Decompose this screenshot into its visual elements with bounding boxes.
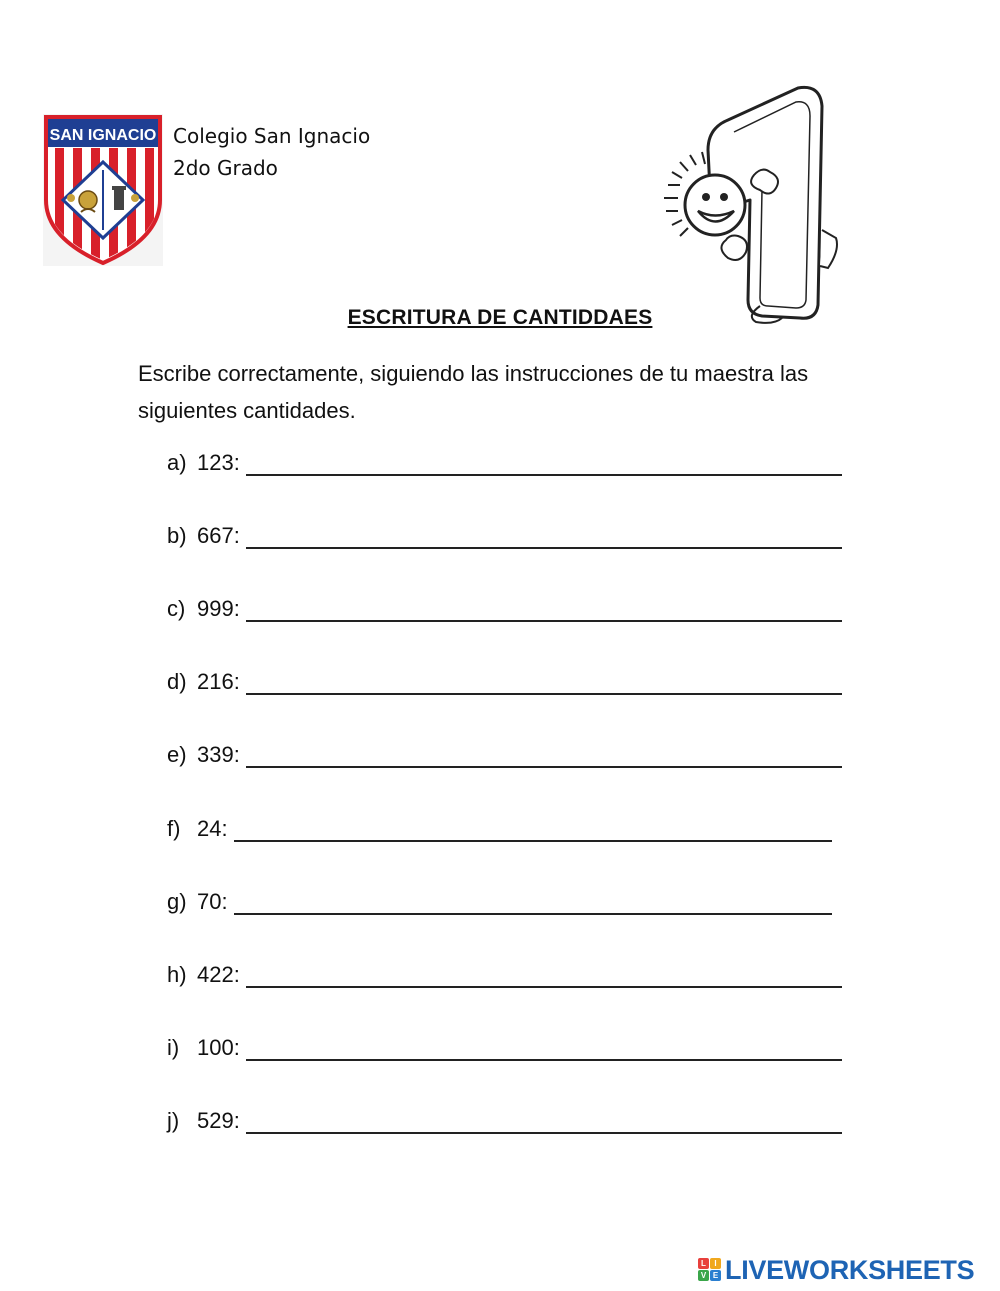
number-one-mascot-illustration bbox=[650, 80, 850, 325]
worksheet-title: ESCRITURA DE CANTIDDAES bbox=[347, 306, 653, 329]
item-number: 24: bbox=[197, 816, 228, 841]
item-letter: g) bbox=[167, 889, 187, 914]
item-letter: b) bbox=[167, 523, 187, 548]
item-letter: h) bbox=[167, 962, 187, 987]
item-letter: d) bbox=[167, 669, 187, 694]
item-letter: j) bbox=[167, 1108, 180, 1133]
answer-line[interactable] bbox=[246, 452, 842, 476]
svg-text:SAN IGNACIO: SAN IGNACIO bbox=[49, 127, 157, 144]
grade-label: 2do Grado bbox=[173, 156, 278, 180]
exercise-row bbox=[167, 1031, 842, 1061]
item-letter: f) bbox=[167, 816, 181, 841]
answer-line[interactable] bbox=[246, 744, 842, 768]
item-number: 529: bbox=[197, 1108, 240, 1133]
exercise-row bbox=[167, 446, 842, 476]
answer-line[interactable] bbox=[246, 1037, 842, 1061]
item-number: 100: bbox=[197, 1035, 240, 1060]
answer-line[interactable] bbox=[246, 598, 842, 622]
answer-line[interactable] bbox=[246, 525, 842, 549]
liveworksheets-logo[interactable] bbox=[698, 1255, 974, 1285]
item-letter: c) bbox=[167, 596, 186, 621]
item-number: 667: bbox=[197, 523, 240, 548]
exercise-row bbox=[167, 665, 842, 695]
school-name: Colegio San Ignacio bbox=[173, 124, 371, 148]
school-crest-logo bbox=[43, 114, 163, 266]
exercise-row bbox=[167, 812, 832, 842]
exercise-row bbox=[167, 592, 842, 622]
answer-line[interactable] bbox=[246, 671, 842, 695]
school-info bbox=[173, 120, 370, 184]
answer-line[interactable] bbox=[234, 818, 832, 842]
instructions-text: Escribe correctamente, siguiendo las instrucciones de tu maestra las siguientes cantidades. bbox=[138, 361, 809, 423]
item-letter: i) bbox=[167, 1035, 180, 1060]
item-letter: a) bbox=[167, 450, 187, 475]
brand-blocks-icon: L I V E bbox=[698, 1258, 722, 1282]
item-number: 422: bbox=[197, 962, 240, 987]
item-number: 339: bbox=[197, 742, 240, 767]
answer-line[interactable] bbox=[234, 891, 832, 915]
exercise-row bbox=[167, 738, 842, 768]
exercise-row bbox=[167, 958, 842, 988]
item-number: 123: bbox=[197, 450, 240, 475]
exercise-row bbox=[167, 519, 842, 549]
answer-line[interactable] bbox=[246, 1110, 842, 1134]
item-number: 70: bbox=[197, 889, 228, 914]
item-number: 216: bbox=[197, 669, 240, 694]
answer-line[interactable] bbox=[246, 964, 842, 988]
item-letter: e) bbox=[167, 742, 187, 767]
brand-name: LIVEWORKSHEETS bbox=[725, 1254, 975, 1285]
exercise-row bbox=[167, 1104, 842, 1134]
exercise-row bbox=[167, 885, 832, 915]
item-number: 999: bbox=[197, 596, 240, 621]
